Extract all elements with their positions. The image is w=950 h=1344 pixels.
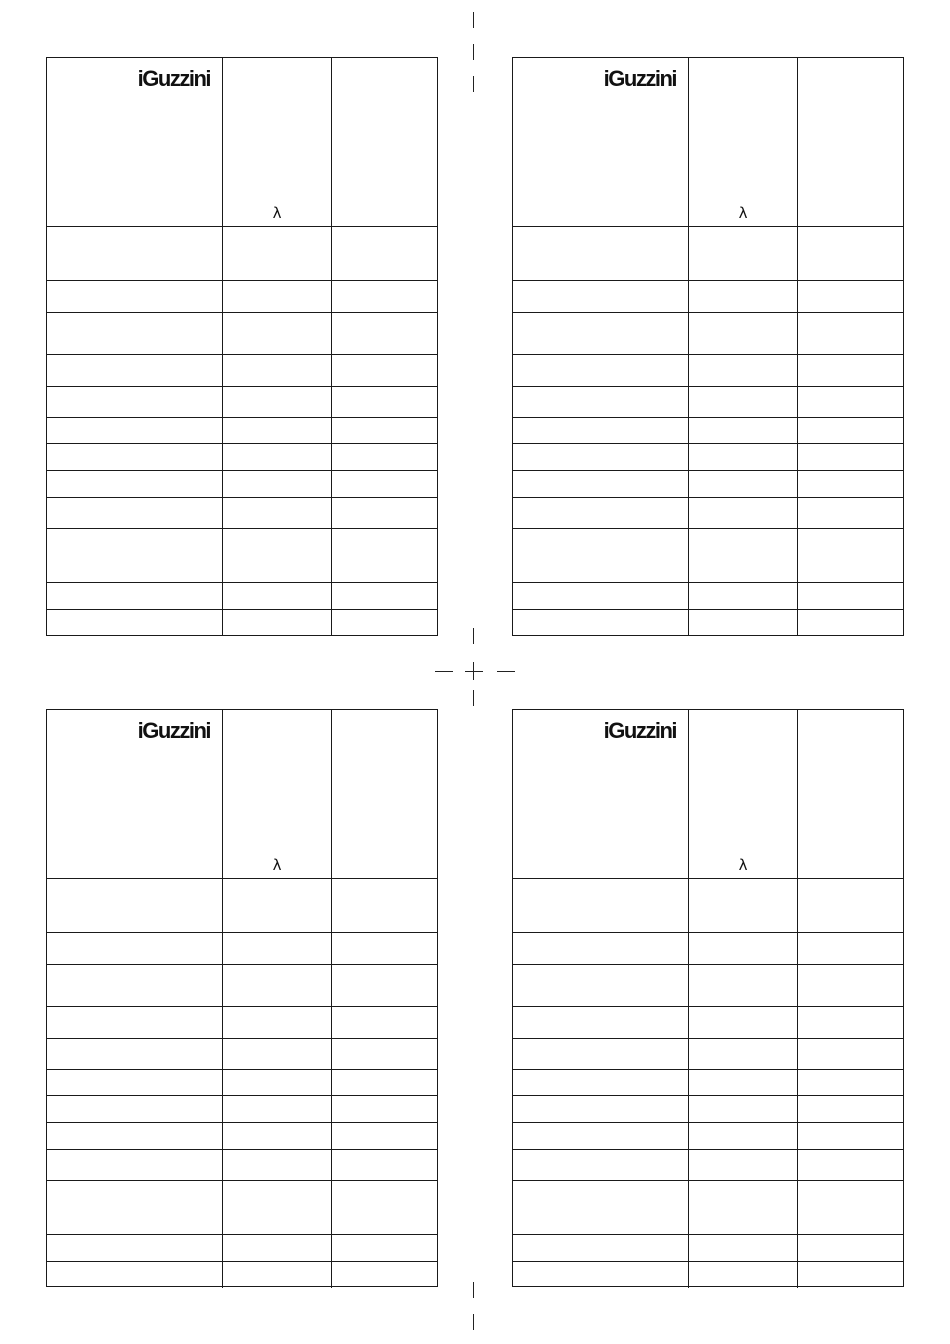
header-cell-lambda [223, 58, 332, 226]
brand-logo: iGuzzini [603, 718, 676, 743]
table-row [47, 932, 437, 964]
header-cell-blank [332, 710, 437, 878]
label-card-top-right [512, 57, 904, 636]
label-table [513, 710, 903, 1288]
brand-logo: iGuzzini [137, 718, 210, 743]
table-row [47, 386, 437, 417]
crop-mark [473, 662, 474, 680]
table-row [47, 528, 437, 582]
table-row [513, 1149, 903, 1180]
table-row [513, 470, 903, 497]
table-row [47, 497, 437, 528]
table-row [47, 443, 437, 470]
table-row [47, 609, 437, 636]
crop-mark [473, 1314, 474, 1330]
table-row [513, 354, 903, 386]
header-cell-brand [47, 710, 223, 878]
lambda-symbol: λ [272, 855, 282, 874]
table-row [47, 1149, 437, 1180]
table-row [513, 443, 903, 470]
header-cell-blank [798, 58, 903, 226]
table-row [47, 226, 437, 280]
table-row [513, 417, 903, 443]
table-row [47, 354, 437, 386]
table-row [513, 582, 903, 609]
table-row [513, 528, 903, 582]
brand-logo: iGuzzini [137, 66, 210, 91]
table-row [513, 1006, 903, 1038]
table-row [47, 470, 437, 497]
lambda-symbol: λ [738, 855, 748, 874]
header-cell-brand [513, 710, 689, 878]
label-table [47, 58, 437, 636]
table-row [513, 878, 903, 932]
header-cell-lambda [223, 710, 332, 878]
table-row [47, 1095, 437, 1122]
table-row [47, 280, 437, 312]
table-row [513, 497, 903, 528]
table-row [513, 386, 903, 417]
lambda-symbol: λ [272, 203, 282, 222]
header-cell-lambda [689, 58, 798, 226]
crop-mark [497, 671, 515, 672]
crop-mark [473, 1282, 474, 1298]
crop-mark [473, 44, 474, 60]
crop-mark [473, 628, 474, 644]
table-row [513, 1261, 903, 1288]
table-row [513, 226, 903, 280]
table-row [47, 1038, 437, 1069]
crop-mark [473, 76, 474, 92]
table-row [513, 280, 903, 312]
table-row [513, 1038, 903, 1069]
table-row [47, 1180, 437, 1234]
table-row [513, 1180, 903, 1234]
label-card-bottom-right [512, 709, 904, 1287]
table-row [47, 312, 437, 354]
table-row [513, 1122, 903, 1149]
crop-mark [473, 12, 474, 28]
table-row [47, 1234, 437, 1261]
table-row [513, 964, 903, 1006]
table-row [513, 1095, 903, 1122]
label-table [513, 58, 903, 636]
label-card-top-left [46, 57, 438, 636]
table-row [47, 1122, 437, 1149]
header-cell-lambda [689, 710, 798, 878]
table-row [47, 878, 437, 932]
table-row [47, 417, 437, 443]
table-row [513, 1234, 903, 1261]
brand-logo: iGuzzini [603, 66, 676, 91]
table-row [513, 609, 903, 636]
table-row [47, 582, 437, 609]
table-row [47, 964, 437, 1006]
table-row [513, 312, 903, 354]
table-row [47, 1261, 437, 1288]
table-row [47, 1006, 437, 1038]
header-cell-brand [47, 58, 223, 226]
table-row [47, 1069, 437, 1095]
table-row [513, 932, 903, 964]
table-row [513, 1069, 903, 1095]
crop-mark [473, 690, 474, 706]
header-cell-blank [798, 710, 903, 878]
header-cell-brand [513, 58, 689, 226]
label-card-bottom-left [46, 709, 438, 1287]
crop-mark [435, 671, 453, 672]
header-cell-blank [332, 58, 437, 226]
label-table [47, 710, 437, 1288]
lambda-symbol: λ [738, 203, 748, 222]
